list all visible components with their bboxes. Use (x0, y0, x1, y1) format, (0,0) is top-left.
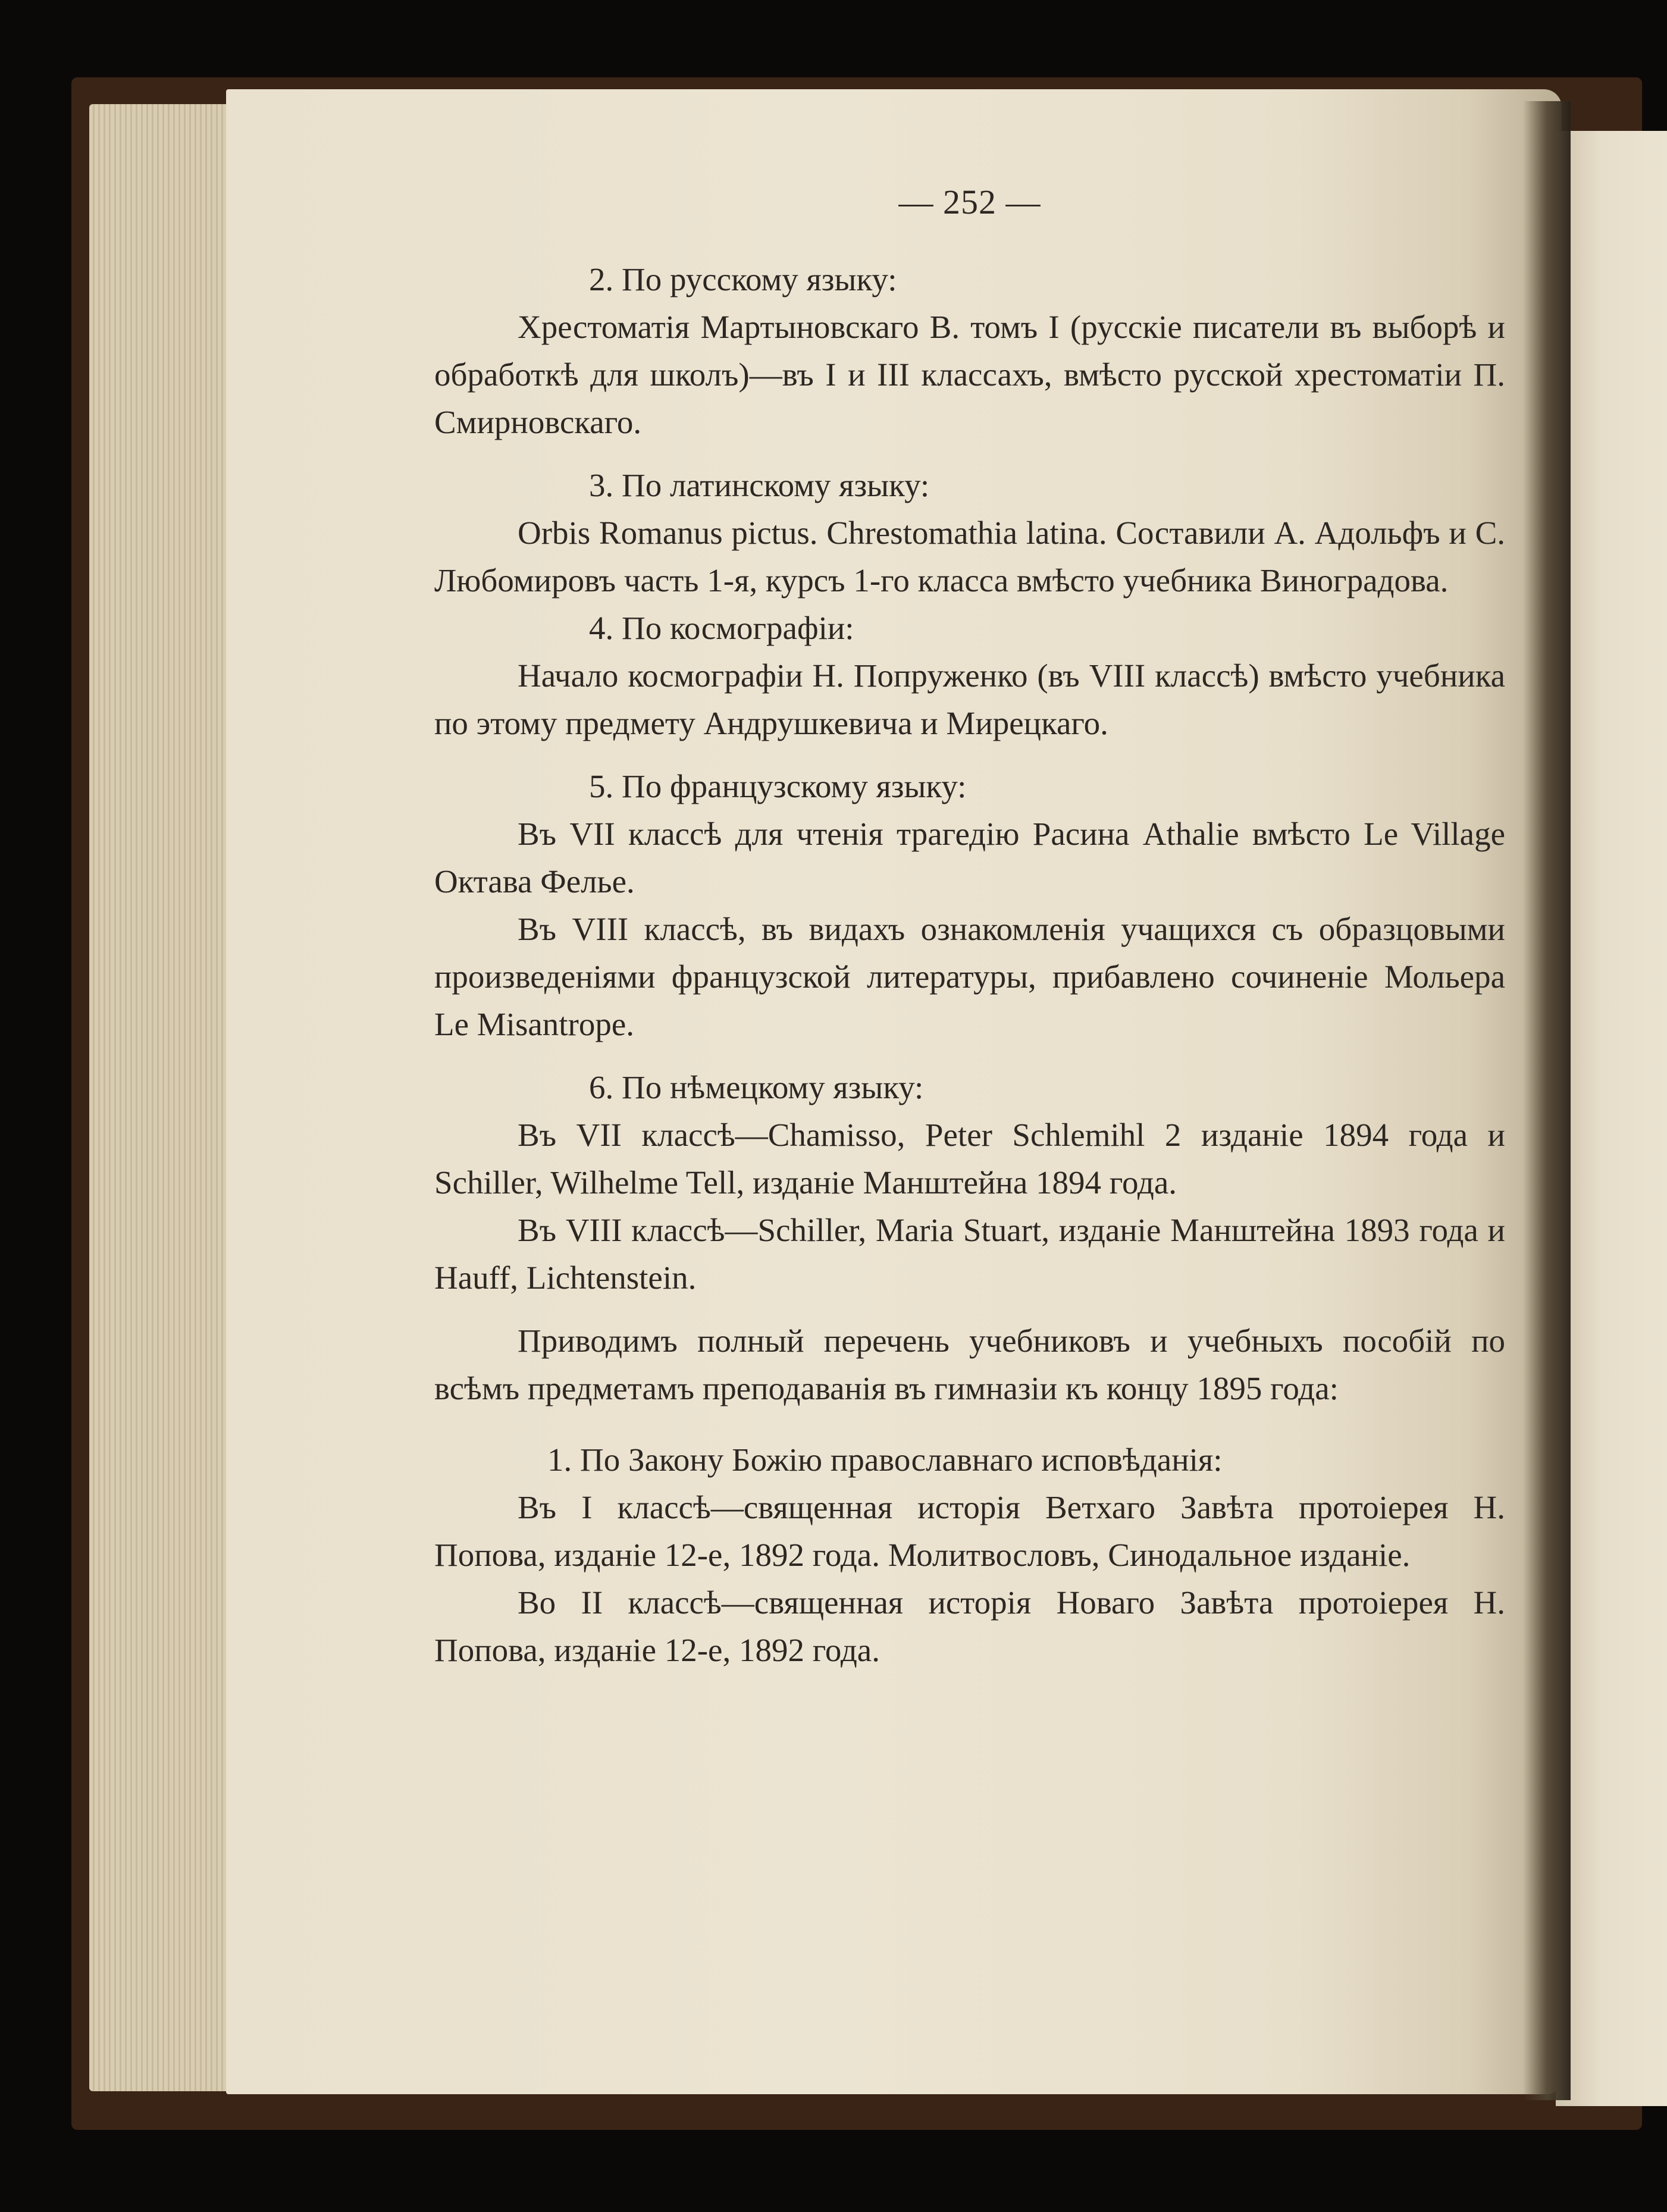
section-russian (434, 256, 1505, 446)
paragraph: Въ VII классѣ для чтенія трагедію Расина Athalie вмѣсто Le Village Октава Фелье. (434, 816, 1505, 900)
intro-paragraph: Приводимъ полный перечень учебниковъ и учебныхъ пособій по всѣмъ предметамъ преподаванія въ гимназіи къ концу 1895 года: (434, 1323, 1505, 1406)
book-gutter (1523, 101, 1571, 2100)
page-edges (89, 104, 244, 2091)
page-text (434, 178, 1505, 1674)
paragraph: Начало космографіи Н. Попруженко (въ VIII классѣ) вмѣсто учебника по этому предмету Андрушкевича и Мирецкаго. (434, 657, 1505, 741)
right-page (1556, 131, 1667, 2106)
paragraph: Въ I классѣ—священная исторія Ветхаго Завѣта протоіерея Н. Попова, изданіе 12-е, 1892 года. Молитвословъ, Синодальное изданіе. (434, 1489, 1505, 1573)
paragraph: Во II классѣ—священная исторія Новаго Завѣта протоіерея Н. Попова, изданіе 12-е, 1892 года. (434, 1584, 1505, 1668)
paragraph: Хрестоматія Мартыновскаго В. томъ I (русскіе писатели въ выборѣ и обработкѣ для школъ)—въ I и III классахъ, вмѣсто русской хрестоматіи П. Смирновскаго. (434, 309, 1505, 440)
paragraph: Orbis Romanus pictus. Chrestomathia latina. Составили А. Адольфъ и С. Любомировъ часть 1-я, курсъ 1-го класса вмѣсто учебника Виноградова. (434, 515, 1505, 599)
section-heading: 5. По французскому языку: (589, 768, 967, 804)
section-heading: 3. По латинскому языку: (589, 467, 930, 503)
section-latin (434, 462, 1505, 604)
paragraph: Въ VII классѣ—Chamisso, Peter Schlemihl 2 изданіе 1894 года и Schiller, Wilhelme Tell, изданіе Манштейна 1894 года. (434, 1117, 1505, 1201)
section-heading: 1. По Закону Божію православнаго исповѣданія: (547, 1442, 1223, 1478)
page-number: — 252 — (898, 183, 1041, 221)
section-french (434, 763, 1505, 1048)
section-heading: 4. По космографіи: (589, 610, 854, 646)
section-cosmography (434, 604, 1505, 747)
section-heading: 2. По русскому языку: (589, 261, 897, 297)
paragraph: Въ VIII классѣ—Schiller, Maria Stuart, изданіе Манштейна 1893 года и Hauff, Lichtenstein. (434, 1212, 1505, 1296)
section-german (434, 1064, 1505, 1302)
section-heading: 6. По нѣмецкому языку: (589, 1069, 924, 1105)
section-religion (434, 1436, 1505, 1674)
paragraph: Въ VIII классѣ, въ видахъ ознакомленія учащихся съ образцовыми произведеніями французской литературы, прибавлено сочиненіе Мольера Le Misantrope. (434, 911, 1505, 1042)
intro (434, 1317, 1505, 1412)
